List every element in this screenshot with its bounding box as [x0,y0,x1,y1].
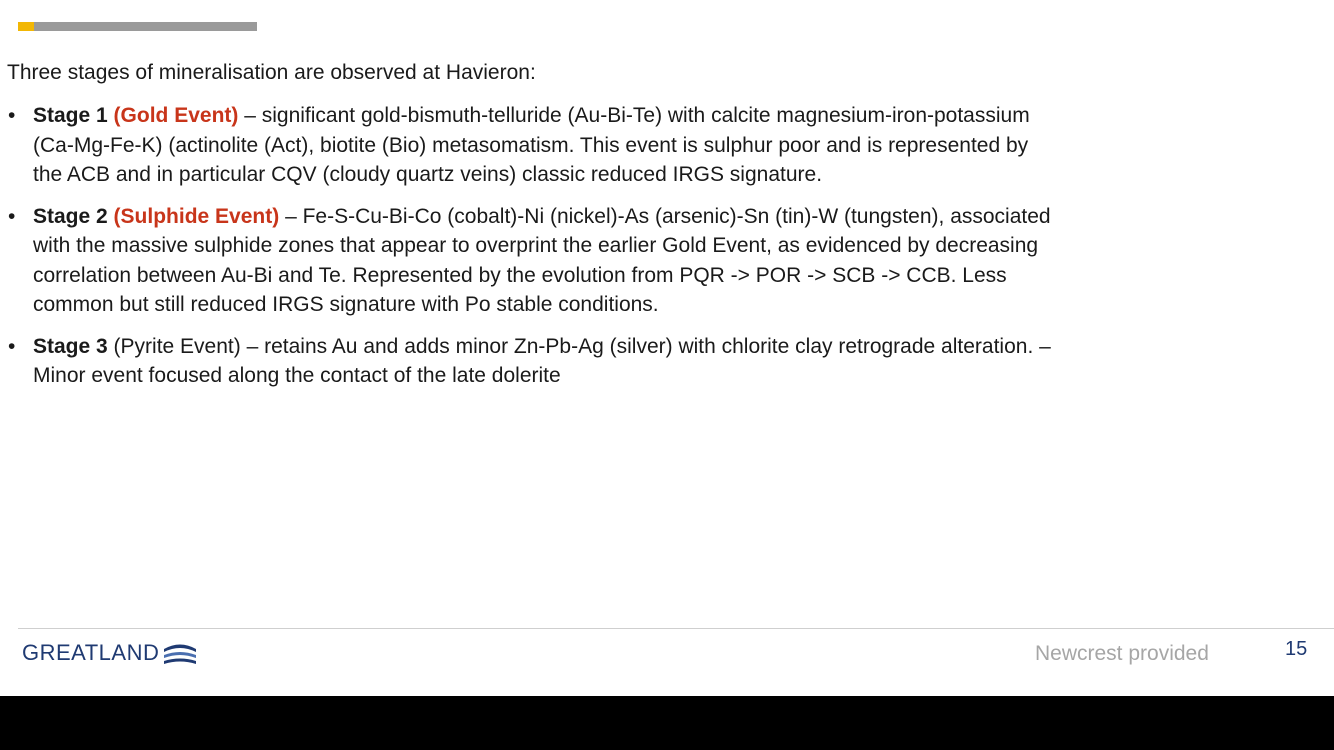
stage-1-line-2: (Ca-Mg-Fe-K) (actinolite (Act), biotite (Bio) metasomatism. This event is sulphur poor and is represented by [33,133,1029,157]
stage-2-line-1 [33,202,1334,232]
stage-list [6,101,1334,403]
bullet-icon: • [8,104,16,127]
title-underline [18,22,257,31]
stage-3-line-1 [33,332,1334,362]
stage-2-line-4: common but still reduced IRGS signature with Po stable conditions. [33,293,659,316]
source-note: Newcrest provided [1035,642,1209,665]
stage-3-line-2: Minor event focused along the contact of the late dolerite [33,364,561,387]
stage-3-label: Stage 3 [33,334,108,358]
stage-3-event: (Pyrite Event) [107,334,241,358]
stage-1-line-3: the ACB and in particular CQV (cloudy quartz veins) classic reduced IRGS signature. [33,163,823,186]
title-accent-mark [18,22,34,31]
footer-divider [18,628,1334,629]
bullet-icon: • [8,334,16,358]
stage-1-event: (Gold Event) [113,104,239,127]
stage-2-line-3: correlation between Au-Bi and Te. Represented by the evolution from PQR -> POR -> SCB -> CCB. Less [33,263,1007,287]
stage-item-1 [6,101,1334,190]
logo-text: GREATLAND [22,640,160,665]
stage-1-label: Stage 1 [33,104,108,127]
stage-item-2 [6,202,1334,320]
greatland-logo [22,640,198,666]
bullet-icon: • [8,204,16,228]
page-number: 15 [1285,638,1308,660]
stage-2-event: (Sulphide Event) [113,204,280,228]
stage-item-3 [6,332,1334,391]
stage-3-text-1: – retains Au and adds minor Zn-Pb-Ag (silver) with chlorite clay retrograde alteration. – [240,334,1051,358]
stage-1-text-1: – significant gold-bismuth-telluride (Au-Bi-Te) with calcite magnesium-iron-potassium [238,104,1030,127]
stage-2-line-2: with the massive sulphide zones that appear to overprint the earlier Gold Event, as evidenced by decreasing [33,234,1039,257]
logo-wave-icon [162,640,198,666]
intro-text: Three stages of mineralisation are observed at Havieron: [7,61,536,84]
stage-2-text-1: – Fe-S-Cu-Bi-Co (cobalt)-Ni (nickel)-As (arsenic)-Sn (tin)-W (tungsten), associated [279,204,1051,228]
stage-2-label: Stage 2 [33,204,108,228]
stage-1-line-1 [33,101,1334,131]
